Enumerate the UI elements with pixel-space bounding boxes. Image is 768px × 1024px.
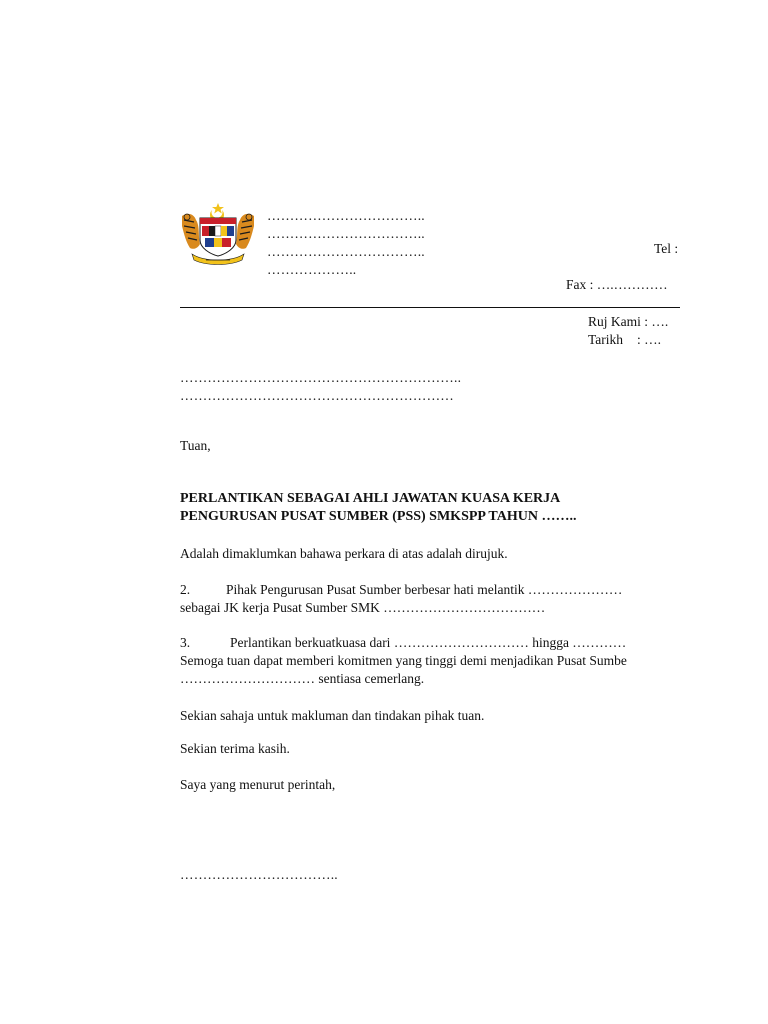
recipient-line-2: …………………………………………………… bbox=[180, 388, 454, 403]
recipient-line-1: …………………………………………………….. bbox=[180, 370, 462, 385]
fax-label: Fax : ….………… bbox=[566, 277, 668, 292]
malaysia-coat-of-arms-icon bbox=[178, 202, 258, 266]
tel-label: Tel : bbox=[654, 241, 679, 256]
address-line-4: ……………….. bbox=[267, 262, 357, 277]
intro-paragraph: Adalah dimaklumkan bahawa perkara di atas adalah dirujuk. bbox=[180, 546, 508, 561]
address-line-1: …………………………….. bbox=[267, 208, 425, 223]
closing-line-3: Saya yang menurut perintah, bbox=[180, 777, 336, 792]
paragraph-3-number: 3. bbox=[180, 635, 191, 650]
tarikh-value: : …. bbox=[637, 332, 662, 347]
address-line-2: …………………………….. bbox=[267, 226, 425, 241]
signature-line: …………………………….. bbox=[180, 867, 338, 882]
header-divider bbox=[180, 307, 680, 308]
letter-title-line-1: PERLANTIKAN SEBAGAI AHLI JAWATAN KUASA KERJA bbox=[180, 491, 561, 506]
salutation: Tuan, bbox=[180, 438, 211, 453]
tarikh-field bbox=[588, 331, 661, 349]
paragraph-3-line-3: ………………………… sentiasa cemerlang. bbox=[180, 671, 425, 686]
letter-title-line-2: PENGURUSAN PUSAT SUMBER (PSS) SMKSPP TAHUN …….. bbox=[180, 509, 577, 524]
paragraph-3-line-1 bbox=[180, 634, 626, 652]
address-line-3: …………………………….. bbox=[267, 244, 425, 259]
ruj-kami-reference: Ruj Kami : …. bbox=[588, 314, 669, 329]
closing-line-2: Sekian terima kasih. bbox=[180, 741, 290, 756]
paragraph-3-text: Perlantikan berkuatkuasa dari ………………………… hingga ………… bbox=[230, 635, 627, 650]
paragraph-2-line-2: sebagai JK kerja Pusat Sumber SMK ……………………………… bbox=[180, 600, 546, 615]
paragraph-2-text: Pihak Pengurusan Pusat Sumber berbesar hati melantik ………………… bbox=[226, 582, 623, 597]
closing-line-1: Sekian sahaja untuk makluman dan tindakan pihak tuan. bbox=[180, 708, 485, 723]
tarikh-label: Tarikh bbox=[588, 332, 624, 347]
paragraph-3-line-2: Semoga tuan dapat memberi komitmen yang tinggi demi menjadikan Pusat Sumbe bbox=[180, 653, 627, 668]
paragraph-2-line-1 bbox=[180, 581, 622, 599]
paragraph-2-number: 2. bbox=[180, 582, 191, 597]
